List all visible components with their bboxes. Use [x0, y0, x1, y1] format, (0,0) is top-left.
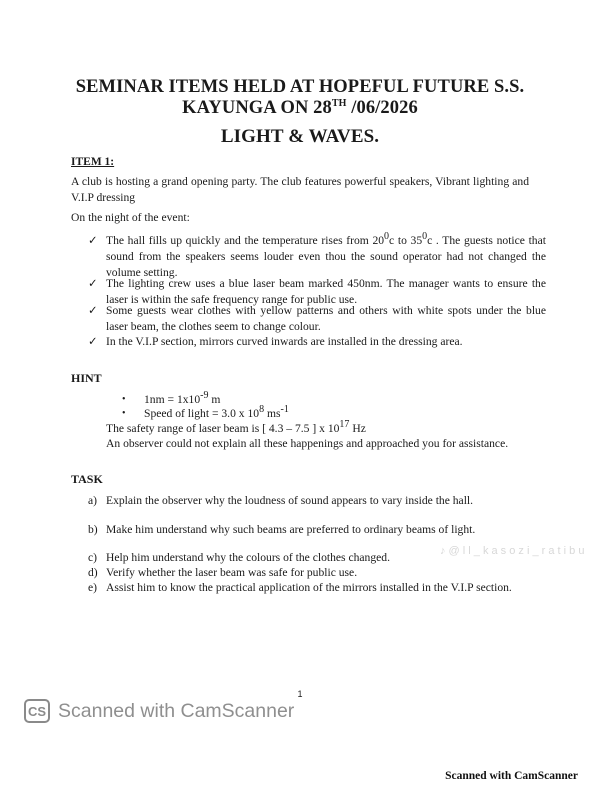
camscanner-logo-icon: CS — [24, 699, 50, 723]
scenario-text: Some guests wear clothes with yellow patterns and others with white spots under the blue laser beam, the clothes seem to change colour. — [106, 304, 546, 333]
scenario-text: In the V.I.P section, mirrors curved inwards are installed in the dressing area. — [106, 335, 463, 348]
degree-sup: 0 — [422, 231, 428, 243]
hint-heading: HINT — [71, 371, 102, 385]
topic-title: LIGHT & WAVES. — [220, 126, 380, 147]
watermark-text: Scanned with CamScanner — [58, 699, 295, 722]
page-number: 1 — [297, 689, 303, 699]
checkmark-icon: ✓ — [88, 304, 98, 317]
checkmark-icon: ✓ — [88, 335, 98, 348]
scanned-note: Scanned with CamScanner — [445, 770, 578, 782]
task-label: e) — [88, 581, 98, 594]
task-text: Help him understand why the colours of the clothes changed. — [106, 551, 390, 564]
title-line-2 — [0, 98, 600, 119]
task-text: Explain the observer why the loudness of sound appears to vary inside the hall. — [106, 494, 474, 507]
safety-range-unit: Hz — [349, 422, 366, 435]
exponent: -9 — [200, 390, 209, 402]
night-label: On the night of the event: — [71, 211, 190, 224]
task-label: a) — [88, 494, 98, 507]
camscanner-watermark — [24, 698, 294, 724]
checkmark-icon: ✓ — [88, 277, 98, 290]
hint-text-part: 1nm = 1x10 — [144, 393, 201, 406]
scenario-text: The lighting crew uses a blue laser beam marked 450nm. The manager wants to ensure the laser is within the safe frequency range for public use. — [106, 277, 546, 306]
degree-sup: 0 — [384, 231, 390, 243]
task-text: Assist him to know the practical application of the mirrors installed in the V.I.P section. — [106, 581, 512, 594]
hint-bullet-text — [144, 404, 289, 421]
task-text: Make him understand why such beams are preferred to ordinary beams of light. — [106, 523, 476, 536]
safety-range — [106, 421, 366, 437]
safety-range-text: The safety range of laser beam is [ 4.3 – 7.5 ] x 10 — [106, 422, 340, 435]
task-label: b) — [88, 523, 98, 536]
exponent: -1 — [280, 404, 289, 416]
ghost-watermark: ♪ @ l l _ k a s o z i _ r a t i b u — [440, 545, 585, 557]
task-text: Verify whether the laser beam was safe for public use. — [106, 566, 358, 579]
title-line-2-end: /06/2026 — [346, 98, 418, 118]
hint-bullet-text — [144, 390, 221, 407]
exponent: 17 — [339, 419, 350, 431]
scenario-text-part: The hall fills up quickly and the temperature rises from 20 — [106, 234, 385, 247]
task-heading: TASK — [71, 472, 103, 486]
task-label: d) — [88, 566, 98, 579]
hint-text-part: Speed of light = 3.0 x 10 — [144, 407, 260, 420]
item-heading: ITEM 1: — [71, 156, 115, 168]
hint-text-part: ms — [264, 407, 281, 420]
task-label: c) — [88, 551, 98, 564]
item-intro: A club is hosting a grand opening party. The club features powerful speakers, Vibrant lighting and V.I.P dressing — [71, 175, 529, 204]
title-line-2-start: KAYUNGA ON 28 — [182, 98, 332, 118]
title-date-suffix: TH — [331, 97, 347, 109]
hint-text-part: m — [208, 393, 221, 406]
scenario-text — [106, 233, 546, 281]
bullet-icon: • — [122, 394, 126, 405]
bullet-icon: • — [122, 408, 126, 419]
exponent: 8 — [259, 404, 265, 416]
scenario-text-part: c to 35 — [389, 234, 423, 247]
checkmark-icon: ✓ — [88, 234, 98, 247]
title-line-1: SEMINAR ITEMS HELD AT HOPEFUL FUTURE S.S. — [75, 77, 525, 97]
scenario-text-part: c . The guests notice that sound from the speakers seems louder even thou the sound operator had not changed the volume setting. — [106, 234, 546, 279]
observer-note: An observer could not explain all these happenings and approached you for assistance. — [106, 437, 509, 450]
